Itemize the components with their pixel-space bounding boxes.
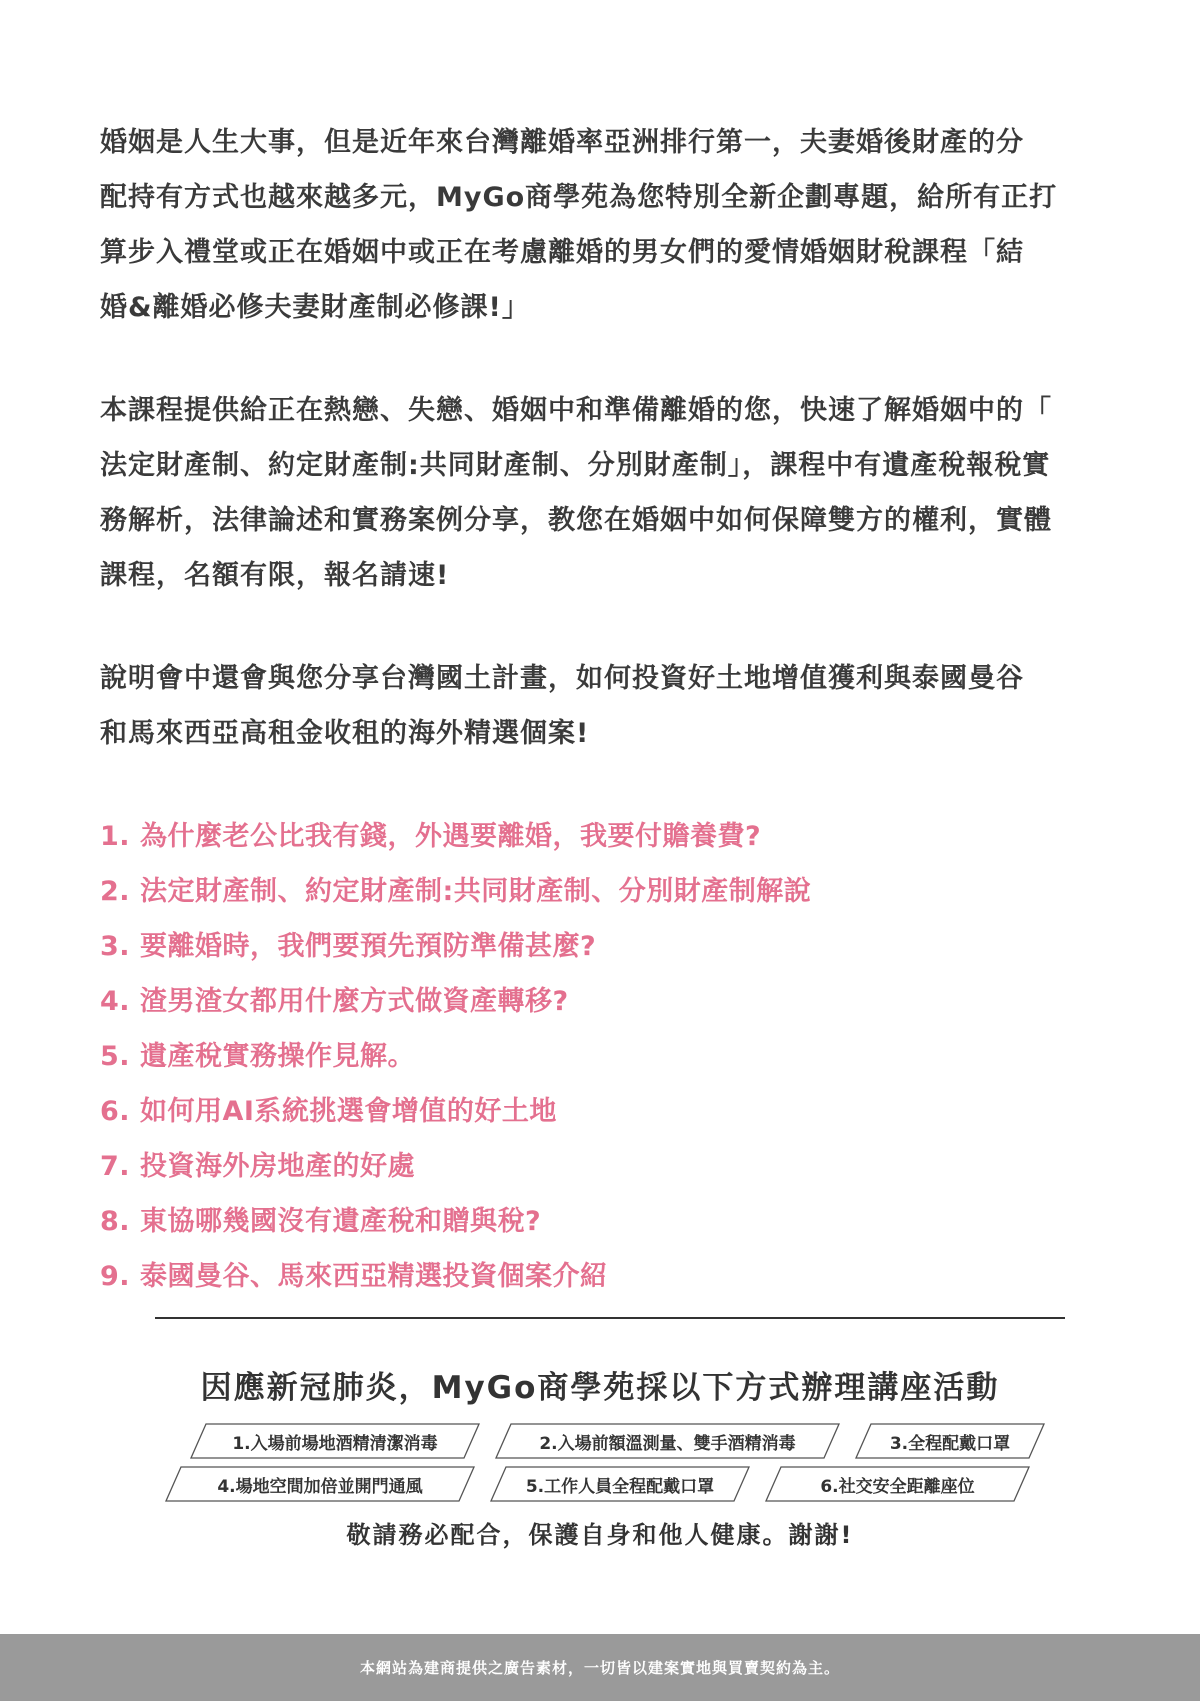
section-divider — [155, 1317, 1065, 1319]
measure-tag — [495, 1423, 840, 1459]
question-item: 6. 如何用AI系統挑選會增值的好土地 — [100, 1096, 557, 1127]
footer-disclaimer: 本網站為建商提供之廣告素材，一切皆以建案實地與買賣契約為主。 — [359, 1659, 840, 1677]
measure-tag — [165, 1466, 475, 1502]
text-line: 說明會中還會與您分享台灣國土計畫，如何投資好土地增值獲利與泰國曼谷 — [100, 663, 1024, 694]
text-line: 和馬來西亞高租金收租的海外精選個案! — [100, 718, 590, 749]
measures-row-2 — [0, 1466, 1200, 1502]
measure-label: 6.社交安全距離座位 — [820, 1476, 975, 1497]
briefing-paragraph — [100, 651, 1130, 761]
notice-title: 因應新冠肺炎，MyGo商學苑採以下方式辦理講座活動 — [200, 1370, 1000, 1406]
measure-tag — [765, 1466, 1030, 1502]
text-line: 法定財產制、約定財產制:共同財產制、分別財產制」，課程中有遺產稅報稅實 — [100, 450, 1051, 481]
question-item: 4. 渣男渣女都用什麼方式做資產轉移? — [100, 986, 569, 1017]
text-line: 算步入禮堂或正在婚姻中或正在考慮離婚的男女們的愛情婚姻財稅課程「結 — [100, 237, 1024, 268]
measure-label: 5.工作人員全程配戴口罩 — [525, 1476, 715, 1497]
footer-bar — [0, 1634, 1200, 1701]
measure-tag — [490, 1466, 750, 1502]
text-line: 本課程提供給正在熱戀、失戀、婚姻中和準備離婚的您，快速了解婚姻中的「 — [100, 395, 1052, 426]
question-item: 3. 要離婚時，我們要預先預防準備甚麼? — [100, 931, 597, 962]
text-line: 婚&離婚必修夫妻財產制必修課!」 — [100, 292, 530, 323]
question-item: 9. 泰國曼谷、馬來西亞精選投資個案介紹 — [100, 1261, 608, 1292]
question-item: 8. 東協哪幾國沒有遺產稅和贈與稅? — [100, 1206, 542, 1237]
question-item: 2. 法定財產制、約定財產制:共同財產制、分別財產制解說 — [100, 876, 812, 907]
question-item: 5. 遺產稅實務操作見解。 — [100, 1041, 415, 1072]
text-line: 婚姻是人生大事，但是近年來台灣離婚率亞洲排行第一，夫妻婚後財產的分 — [100, 127, 1024, 158]
closing-message: 敬請務必配合，保護自身和他人健康。謝謝! — [346, 1521, 854, 1549]
measure-tag — [190, 1423, 480, 1459]
measures-row-1 — [0, 1423, 1200, 1459]
question-list — [100, 809, 1130, 1304]
intro-paragraph — [100, 115, 1130, 335]
question-item: 1. 為什麼老公比我有錢，外遇要離婚，我要付贍養費? — [100, 821, 762, 852]
course-paragraph — [100, 383, 1130, 603]
question-item: 7. 投資海外房地產的好處 — [100, 1151, 415, 1182]
text-line: 務解析，法律論述和實務案例分享，教您在婚姻中如何保障雙方的權利，實體 — [100, 505, 1052, 536]
measure-label: 2.入場前額溫測量、雙手酒精消毒 — [539, 1433, 796, 1454]
measure-label: 4.場地空間加倍並開門通風 — [217, 1476, 423, 1497]
measure-tag — [855, 1423, 1045, 1459]
measure-label: 3.全程配戴口罩 — [889, 1433, 1011, 1454]
text-line: 配持有方式也越來越多元，MyGo商學苑為您特別全新企劃專題，給所有正打 — [100, 182, 1058, 213]
text-line: 課程，名額有限，報名請速! — [100, 560, 450, 591]
measure-label: 1.入場前場地酒精清潔消毒 — [232, 1433, 438, 1454]
main-content — [100, 115, 1130, 1304]
